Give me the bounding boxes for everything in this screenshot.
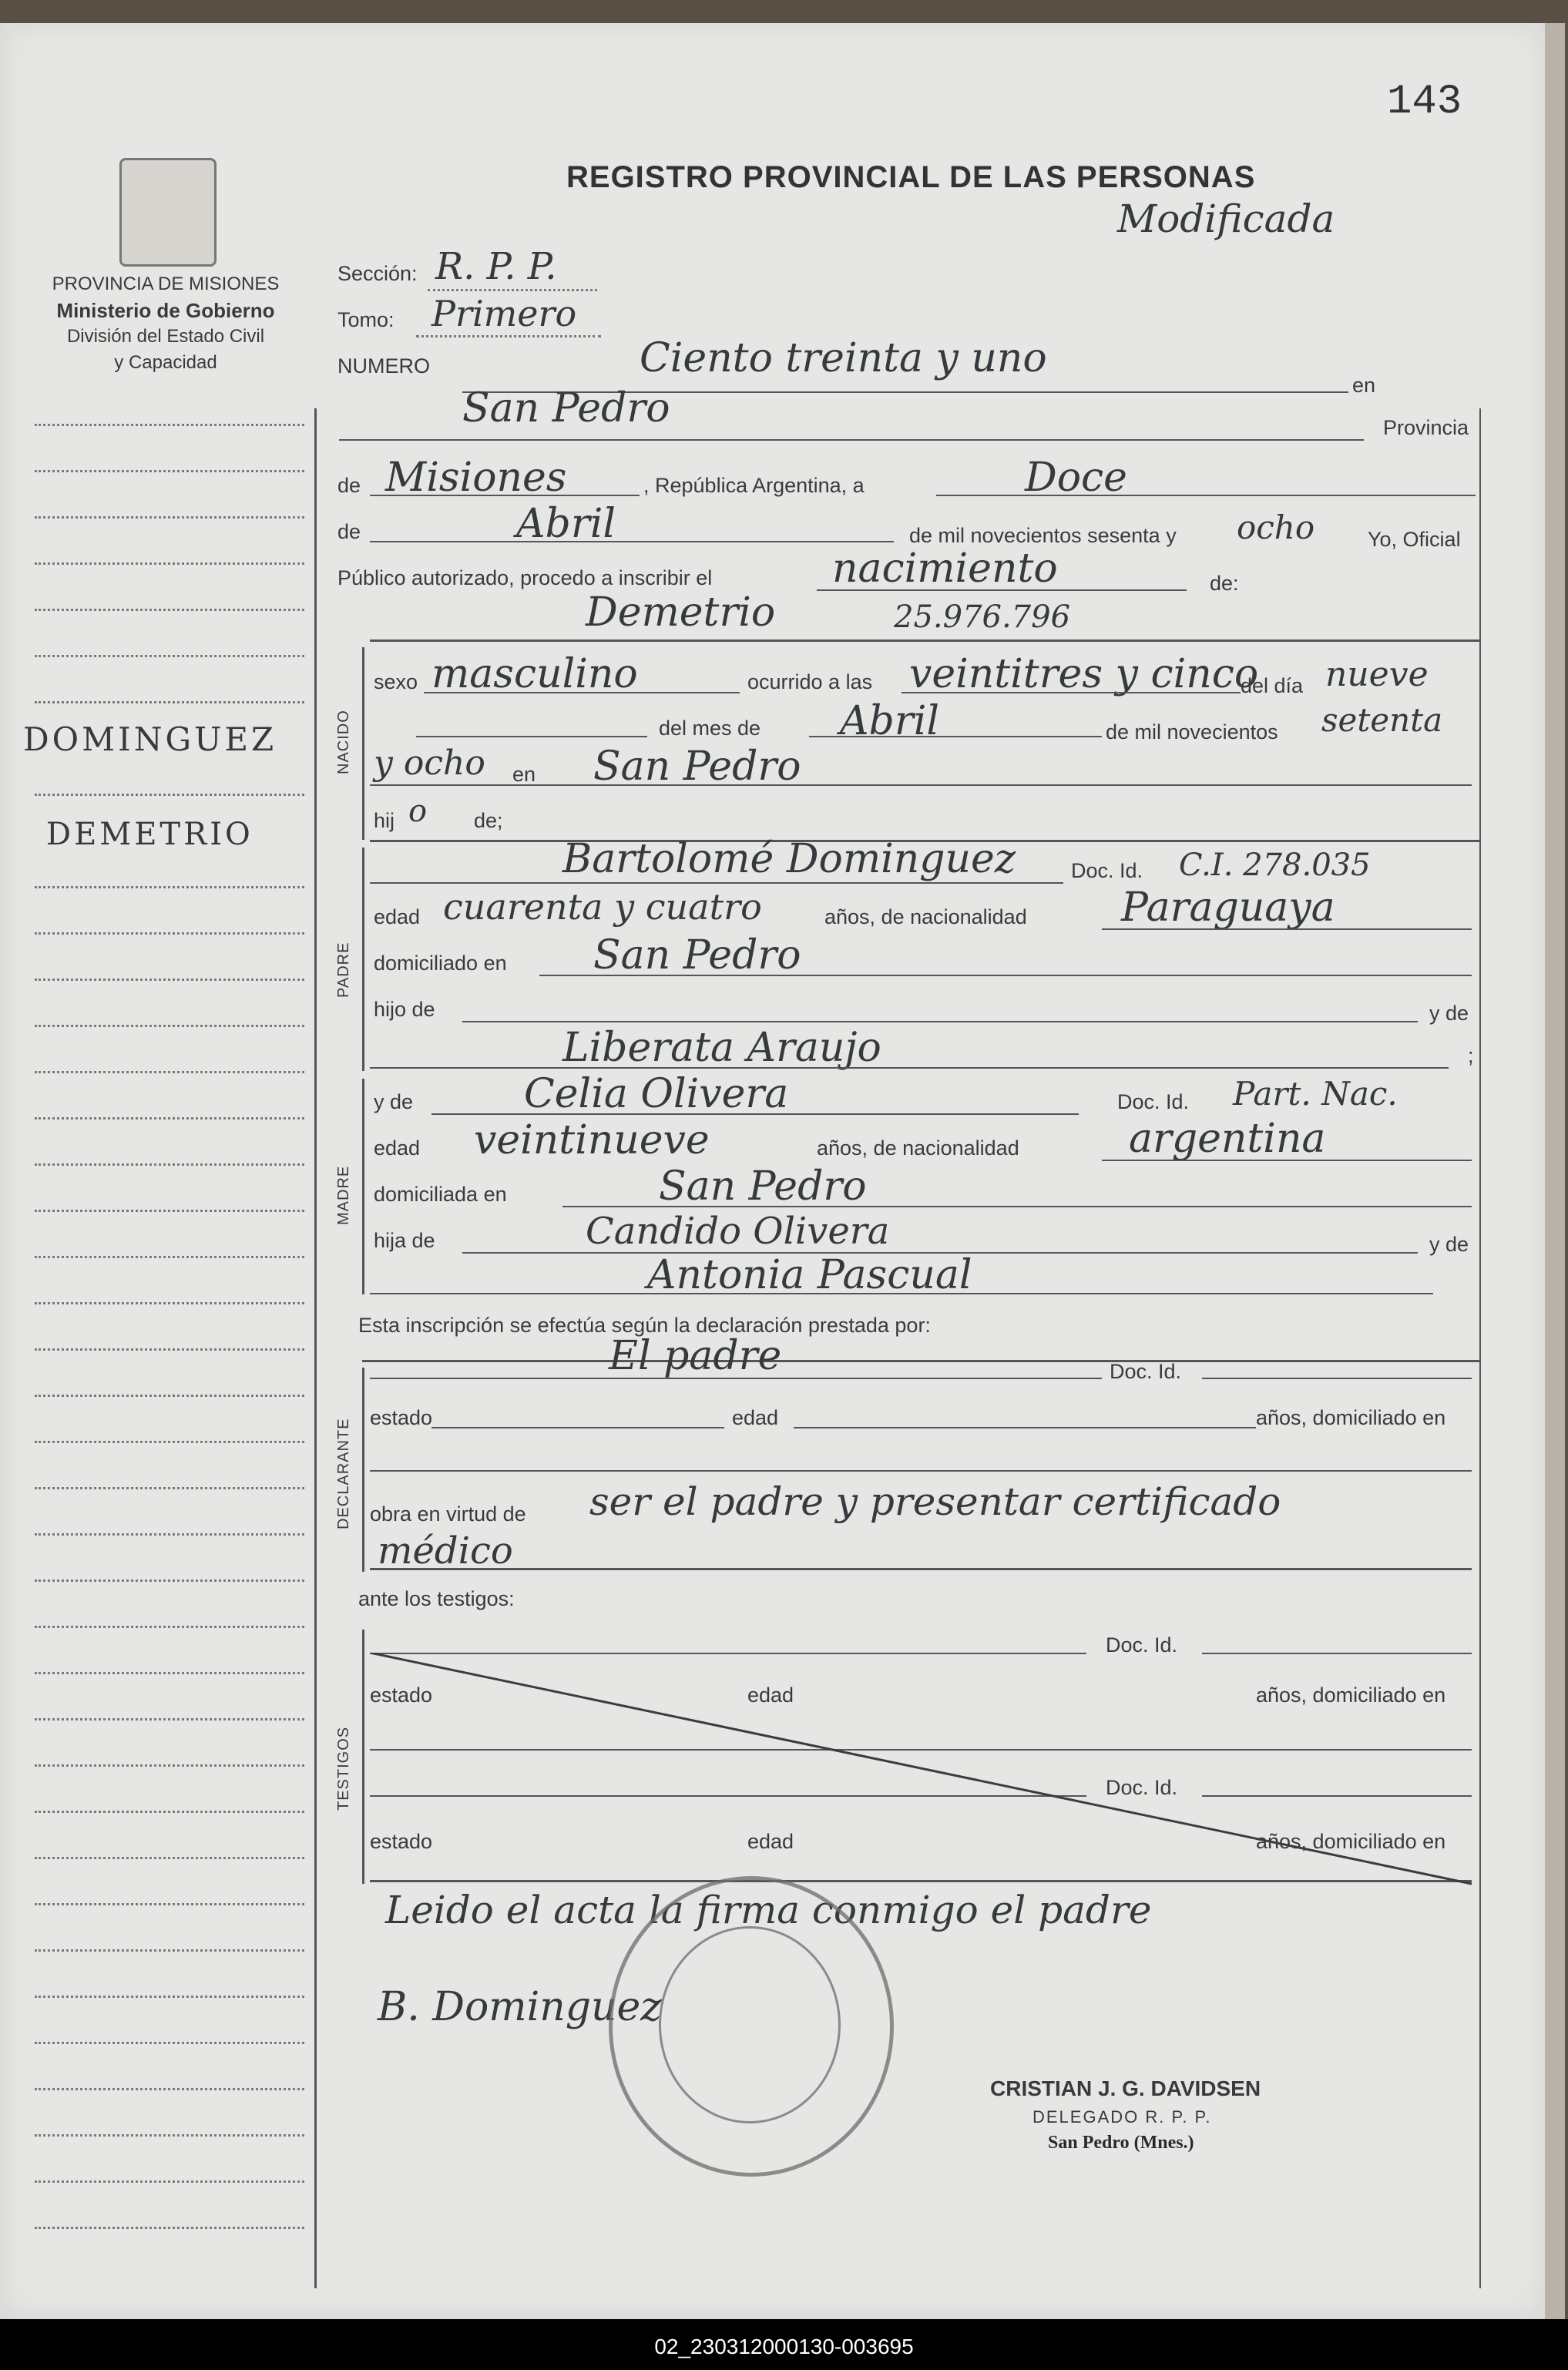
- value-padre-edad: cuarenta y cuatro: [443, 886, 762, 928]
- value-nombre: Demetrio: [586, 589, 776, 636]
- label-sexo: sexo: [374, 670, 418, 693]
- margin-divider: [314, 408, 317, 2288]
- value-anio-nac-2: y ocho: [374, 744, 485, 783]
- label-declaracion: Esta inscripción se efectúa según la declaración prestada por:: [358, 1314, 931, 1337]
- label-madre-dom: domiciliada en: [374, 1183, 507, 1206]
- provincial-seal-icon: [119, 158, 217, 267]
- officer-place: San Pedro (Mnes.): [1048, 2133, 1194, 2153]
- label-mil-nov-sesenta: de mil novecientos sesenta y: [909, 524, 1177, 547]
- value-obra-2: médico: [378, 1529, 513, 1573]
- father-signature: B. Dominguez: [378, 1984, 662, 2030]
- label-testigo2-estado: estado: [370, 1830, 433, 1853]
- label-testigo2-dom: años, domiciliado en: [1256, 1830, 1446, 1853]
- label-publico: Público autorizado, procedo a inscribir el: [337, 566, 713, 589]
- value-dni: 25.976.796: [894, 599, 1071, 635]
- value-numero: Ciento treinta y uno: [640, 335, 1047, 381]
- label-de-colon: de:: [1210, 572, 1239, 595]
- value-padre: Bartolomé Dominguez: [562, 836, 1016, 882]
- value-padre-nac: Paraguaya: [1121, 885, 1335, 931]
- label-ocurrido: ocurrido a las: [747, 670, 873, 693]
- label-hija-de: hija de: [374, 1229, 435, 1252]
- label-declarante-doc: Doc. Id.: [1110, 1360, 1182, 1383]
- side-label-nacido: NACIDO: [335, 710, 352, 774]
- label-yo-oficial: Yo, Oficial: [1368, 528, 1461, 551]
- label-testigo2-edad: edad: [747, 1830, 794, 1853]
- authority-block: [31, 271, 301, 376]
- value-lugar: San Pedro: [593, 744, 801, 790]
- rubric-signature: Modificada: [1117, 196, 1335, 241]
- label-testigo1-edad: edad: [747, 1684, 794, 1707]
- value-tomo: Primero: [431, 293, 577, 334]
- label-en-lugar: en: [512, 763, 536, 786]
- value-anio-nac-1: setenta: [1321, 701, 1443, 739]
- label-testigo1-estado: estado: [370, 1684, 433, 1707]
- value-madre-doc: Part. Nac.: [1233, 1075, 1398, 1113]
- label-provincia: Provincia: [1383, 416, 1469, 439]
- label-madre-doc: Doc. Id.: [1117, 1090, 1190, 1113]
- value-padre-dom: San Pedro: [593, 932, 801, 979]
- value-padre-madre: Liberata Araujo: [562, 1025, 881, 1071]
- image-id: 02_230312000130-003695: [654, 2335, 914, 2358]
- officer-title: DELEGADO R. P. P.: [1032, 2107, 1212, 2127]
- value-hij: o: [408, 794, 428, 829]
- label-hijo-de: hijo de: [374, 998, 435, 1021]
- official-stamp: [609, 1876, 894, 2177]
- value-inscribir: nacimiento: [832, 546, 1058, 592]
- margin-given-name: DEMETRIO: [46, 817, 253, 852]
- label-numero: NUMERO: [337, 354, 430, 378]
- authority-line-1: PROVINCIA DE MISIONES: [52, 274, 280, 294]
- value-obra: ser el padre y presentar certificado: [589, 1479, 1281, 1524]
- authority-line-4: y Capacidad: [114, 352, 217, 373]
- label-de-1: de: [337, 474, 361, 497]
- label-obra: obra en virtud de: [370, 1502, 526, 1526]
- label-testigos: ante los testigos:: [358, 1587, 515, 1610]
- value-madre-edad: veintinueve: [474, 1117, 710, 1163]
- label-de-semi: de;: [474, 809, 503, 832]
- value-madre-padre: Candido Olivera: [586, 1210, 890, 1253]
- value-mes-nac: Abril: [840, 698, 939, 744]
- authority-line-3: División del Estado Civil: [66, 326, 265, 347]
- value-hora: veintitres y cinco: [909, 651, 1259, 697]
- register-page: [0, 23, 1565, 2319]
- side-label-padre: PADRE: [335, 942, 352, 998]
- label-y-de-1: y de: [1429, 1002, 1469, 1025]
- label-hij: hij: [374, 809, 395, 832]
- value-madre-nac: argentina: [1129, 1116, 1326, 1162]
- label-del-dia: del día: [1241, 674, 1304, 697]
- value-madre-dom: San Pedro: [659, 1163, 867, 1210]
- label-padre-dom: domiciliado en: [374, 952, 507, 975]
- label-madre-edad: edad: [374, 1136, 421, 1160]
- officer-name: CRISTIAN J. G. DAVIDSEN: [990, 2076, 1261, 2100]
- label-testigo1-doc: Doc. Id.: [1106, 1633, 1178, 1657]
- label-republica: , República Argentina, a: [643, 474, 865, 497]
- label-testigo2-doc: Doc. Id.: [1106, 1776, 1178, 1799]
- image-id-bar: [0, 2319, 1568, 2370]
- value-padre-doc: C.I. 278.035: [1179, 848, 1371, 883]
- margin-surname: DOMINGUEZ: [23, 720, 277, 758]
- label-declarante-estado: estado: [370, 1406, 433, 1429]
- side-label-testigos: TESTIGOS: [335, 1726, 352, 1811]
- label-testigo1-dom: años, domiciliado en: [1256, 1684, 1446, 1707]
- value-anio-sufijo: ocho: [1237, 509, 1315, 546]
- label-del-mes: del mes de: [659, 717, 761, 740]
- testigos-cross-out: [370, 1653, 1479, 1899]
- value-sexo: masculino: [431, 651, 638, 697]
- value-madre: Celia Olivera: [524, 1071, 789, 1117]
- value-lectura: Leido el acta la firma conmigo el padre: [385, 1888, 1152, 1932]
- label-declarante-edad: edad: [732, 1406, 779, 1429]
- value-mes: Abril: [516, 501, 616, 547]
- label-madre-nac: años, de nacionalidad: [817, 1136, 1019, 1160]
- label-padre-doc: Doc. Id.: [1071, 859, 1143, 882]
- label-de-2: de: [337, 520, 361, 543]
- value-dia: Doce: [1025, 455, 1127, 501]
- label-en: en: [1352, 374, 1376, 397]
- label-seccion: Sección:: [337, 262, 418, 285]
- label-tomo: Tomo:: [337, 308, 395, 331]
- label-y-de-2: y de: [374, 1090, 414, 1113]
- page-number: 143: [1387, 79, 1462, 126]
- value-en: San Pedro: [462, 385, 670, 431]
- side-label-declarante: DECLARANTE: [335, 1418, 352, 1529]
- semicolon: ;: [1468, 1044, 1474, 1067]
- label-mil-nov: de mil novecientos: [1106, 720, 1278, 744]
- value-declarante: El padre: [609, 1333, 782, 1379]
- value-seccion: R. P. P.: [435, 245, 557, 288]
- label-padre-edad: edad: [374, 905, 421, 928]
- authority-line-2: Ministerio de Gobierno: [56, 299, 275, 322]
- value-madre-madre: Antonia Pascual: [647, 1252, 972, 1298]
- page-title: REGISTRO PROVINCIAL DE LAS PERSONAS: [566, 160, 1256, 194]
- label-padre-nac: años, de nacionalidad: [824, 905, 1027, 928]
- label-y-de-3: y de: [1429, 1233, 1469, 1256]
- value-provincia: Misiones: [385, 455, 567, 501]
- label-declarante-dom: años, domiciliado en: [1256, 1406, 1446, 1429]
- value-dia-nac: nueve: [1325, 655, 1429, 694]
- form-right-border: [1479, 408, 1481, 2288]
- side-label-madre: MADRE: [335, 1165, 352, 1225]
